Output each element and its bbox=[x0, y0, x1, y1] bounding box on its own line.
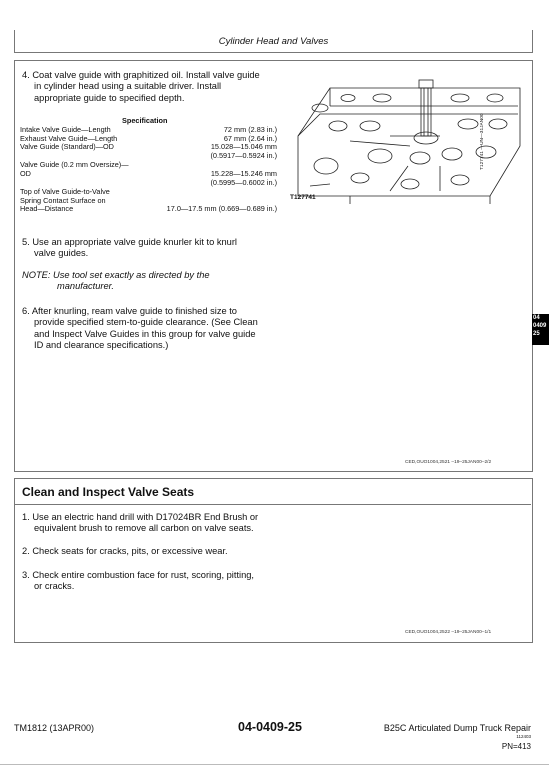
spec-row: Intake Valve Guide—Length 72 mm (2.83 in.) bbox=[20, 125, 277, 134]
step-1: 1. Use an electric hand drill with D17024BR End Brush or equivalent brush to remove all carbon on valve seats. bbox=[22, 512, 259, 534]
spec-row: OD 15.228—15.246 mm bbox=[20, 168, 277, 178]
section-title: Clean and Inspect Valve Seats bbox=[22, 485, 195, 499]
bottom-divider bbox=[0, 764, 549, 765]
spec-table bbox=[20, 126, 277, 214]
figure-label: T127741 bbox=[290, 194, 316, 201]
spec-row: Valve Guide (0.2 mm Oversize)— bbox=[20, 160, 129, 170]
spec-row: Spring Contact Surface on bbox=[20, 195, 106, 205]
cylinder-head-illustration bbox=[290, 66, 526, 206]
page-header bbox=[14, 30, 533, 53]
note: NOTE: Use tool set exactly as directed by the manufacturer. bbox=[22, 270, 210, 292]
footer-pn: PN=413 bbox=[501, 742, 531, 751]
reference-code: CED,OUO1004,2521 –19–25JAN00–2/2 bbox=[405, 460, 492, 465]
section-tab: 04 0409 25 bbox=[532, 314, 549, 345]
spec-row: (0.5995—0.6002 in.) bbox=[210, 177, 277, 187]
footer-doc-id: TM1812 (13APR00) bbox=[14, 723, 95, 733]
step-2: 2. Check seats for cracks, pits, or excessive wear. bbox=[22, 546, 228, 556]
reference-code: CED,OUO1004,2522 –19–25JAN00–1/1 bbox=[405, 630, 492, 635]
footer-title: B25C Articulated Dump Truck Repair bbox=[383, 723, 531, 733]
step-4: 4. Coat valve guide with graphitized oil. Install valve guide in cylinder head using a suitable driver. Install appropriate guide to specified depth. bbox=[22, 70, 260, 103]
step-3: 3. Check entire combustion face for rust, scoring, pitting, or cracks. bbox=[22, 570, 255, 592]
footer-page-number: 04-0409-25 bbox=[238, 720, 302, 734]
figure-side-label: T127741 —UN—31JAN00 bbox=[480, 113, 485, 170]
header-title: Cylinder Head and Valves bbox=[218, 36, 329, 47]
spec-row: (0.5917—0.5924 in.) bbox=[210, 150, 277, 160]
spec-row: Top of Valve Guide-to-Valve bbox=[20, 187, 110, 197]
step-6: 6. After knurling, ream valve guide to finished size to provide specified stem-to-guide clearance. (See Clean and Inspect Valve Guides in this group for valve guide ID and clearance specifications.) bbox=[22, 306, 258, 350]
step-5: 5. Use an appropriate valve guide knurler kit to knurl valve guides. bbox=[22, 237, 237, 259]
footer-small-code: 112403 bbox=[516, 734, 531, 739]
spec-heading: Specification bbox=[122, 116, 168, 125]
spec-row: Exhaust Valve Guide—Length 67 mm (2.64 in.) bbox=[20, 133, 277, 143]
spec-row: Valve Guide (Standard)—OD 15.028—15.046 mm bbox=[20, 142, 277, 152]
spec-row: Head—Distance 17.0—17.5 mm (0.669—0.689 in.) bbox=[20, 204, 277, 214]
